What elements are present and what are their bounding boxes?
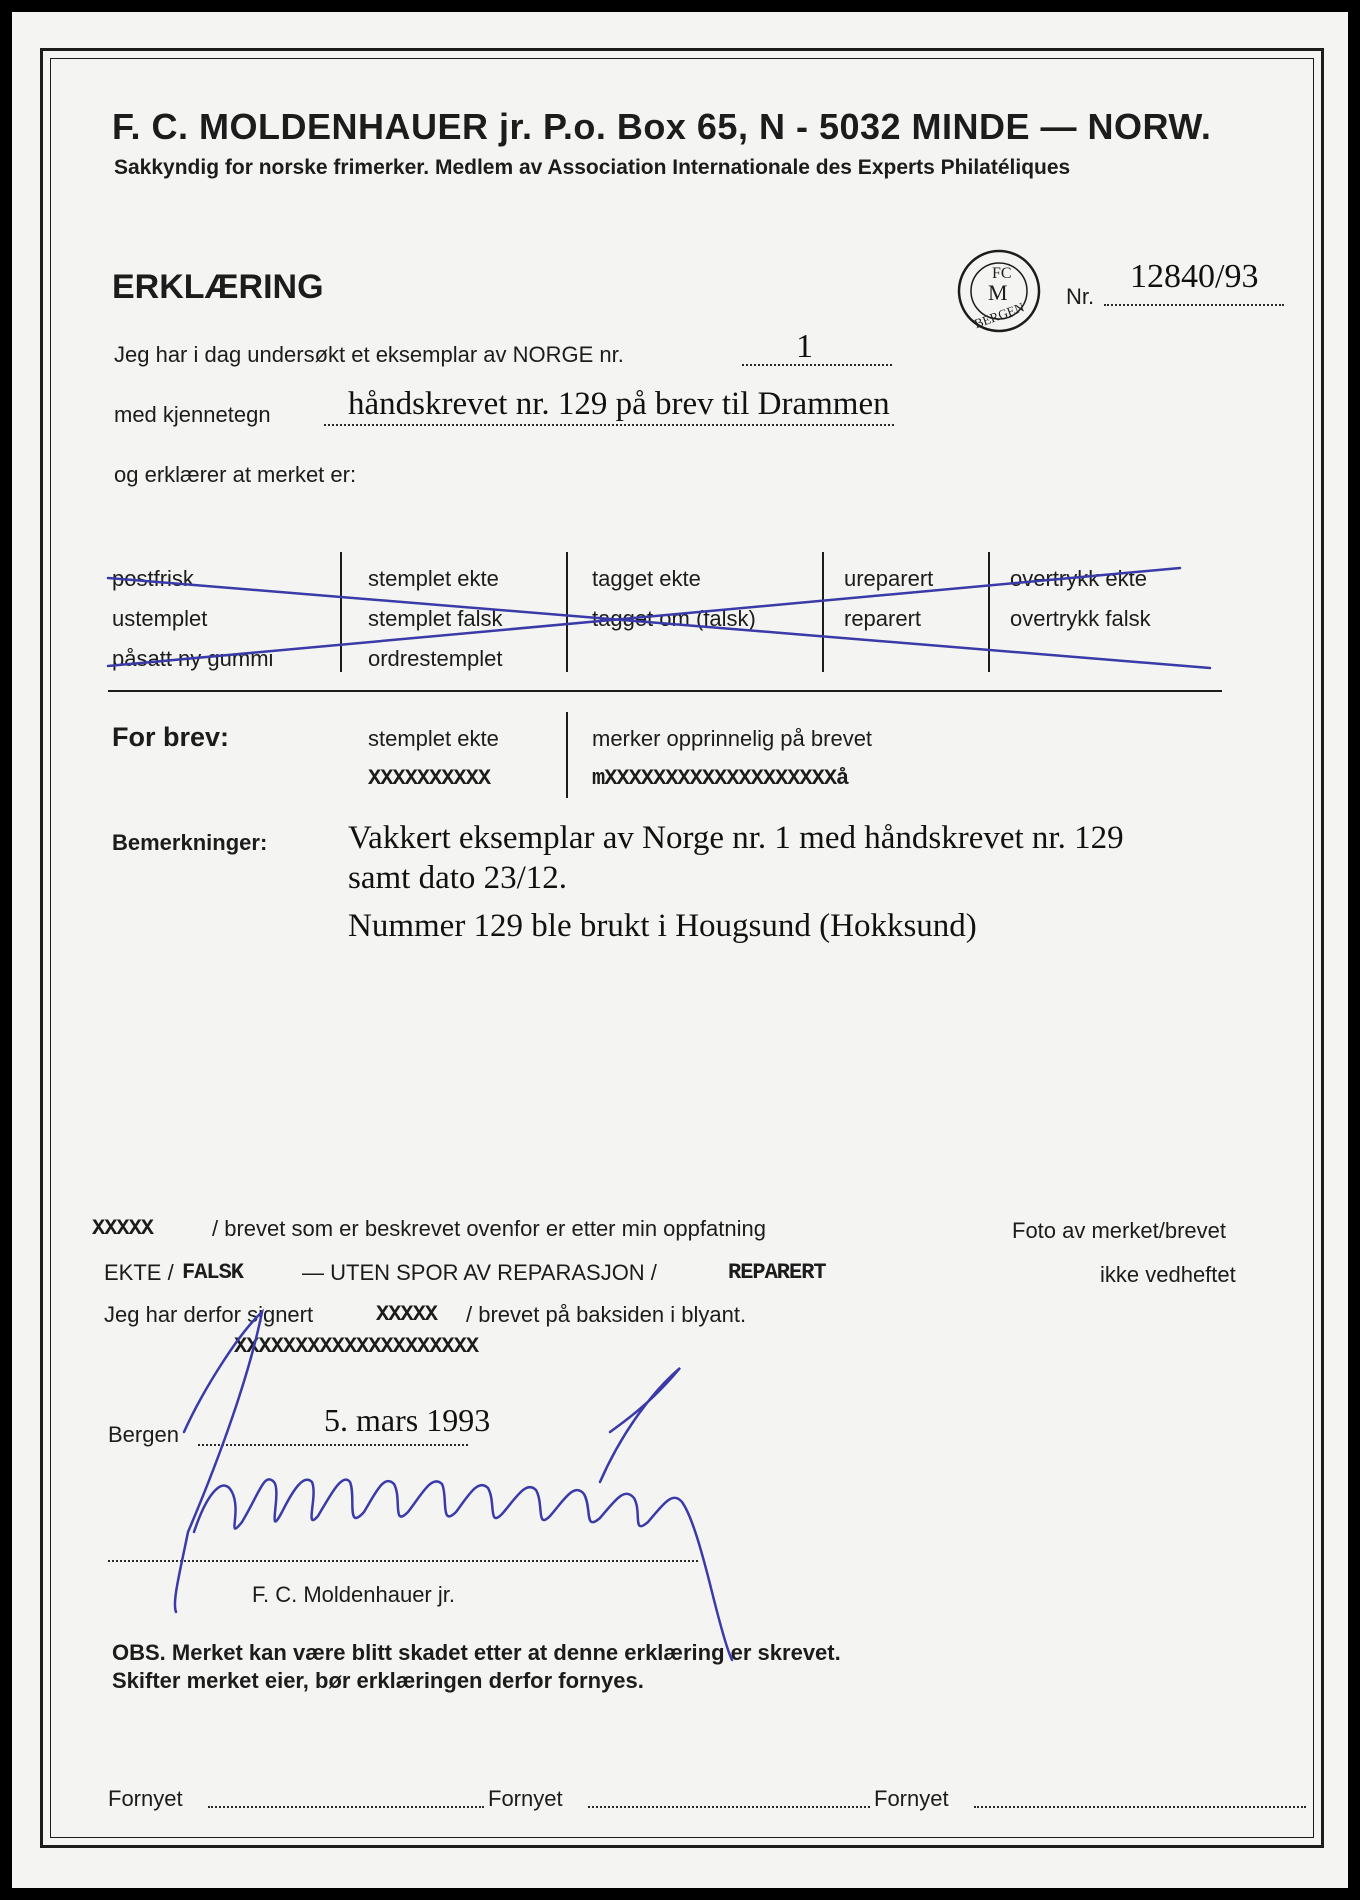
obs-line-1: OBS. Merket kan være blitt skadet etter at denne erklæring er skrevet. — [112, 1640, 841, 1665]
status-tagget-ekte: tagget ekte — [592, 566, 701, 591]
status-reparert: reparert — [844, 606, 922, 631]
cert-struck-merket-2: XXXXX — [376, 1302, 438, 1327]
status-tagget-om: tagget om (falsk) — [592, 606, 756, 631]
document-heading: ERKLÆRING — [112, 268, 324, 306]
letterhead-subtitle: Sakkyndig for norske frimerker. Medlem av Association Internationale des Experts Philatéliques — [114, 156, 1071, 179]
status-stemplet-falsk: stemplet falsk — [368, 606, 503, 631]
norge-number-value: 1 — [796, 328, 813, 365]
renewed-label-3: Fornyet — [874, 1786, 949, 1811]
remarks-line-1: Vakkert eksemplar av Norge nr. 1 med håndskrevet nr. 129 — [348, 820, 1124, 856]
remarks-label: Bemerkninger: — [112, 830, 268, 855]
obs-line-2: Skifter merket eier, bør erklæringen derfor fornyes. — [112, 1668, 644, 1693]
for-brev-struck-1: XXXXXXXXXX — [368, 766, 491, 791]
status-ny-gummi: påsatt ny gummi — [112, 646, 274, 671]
for-brev-struck-2: mXXXXXXXXXXXXXXXXXXXå — [592, 766, 849, 791]
cert-line-2: — UTEN SPOR AV REPARASJON / — [302, 1260, 657, 1285]
svg-text:BERGEN: BERGEN — [972, 299, 1027, 332]
photo-note-line-1: Foto av merket/brevet — [1012, 1218, 1226, 1243]
cert-signed: Jeg har derfor signert — [104, 1302, 314, 1327]
cert-struck-falsk: FALSK — [182, 1260, 244, 1285]
cert-struck-line: XXXXXXXXXXXXXXXXXXXX — [234, 1334, 479, 1359]
for-brev-stemplet-ekte: stemplet ekte — [368, 726, 499, 751]
renewed-label-2: Fornyet — [488, 1786, 563, 1811]
status-ustemplet: ustemplet — [112, 606, 208, 631]
place-label: Bergen — [108, 1422, 179, 1447]
signature-stroke-3 — [600, 1368, 680, 1482]
cert-line-3: / brevet på baksiden i blyant. — [466, 1302, 747, 1327]
date-value: 5. mars 1993 — [324, 1402, 491, 1438]
status-ureparert: ureparert — [844, 566, 934, 591]
remarks-line-2: samt dato 23/12. — [348, 860, 568, 896]
status-ordrestemplet: ordrestemplet — [368, 646, 503, 671]
certificate-number: 12840/93 — [1130, 258, 1259, 295]
features-value: håndskrevet nr. 129 på brev til Drammen — [348, 386, 890, 422]
declares-label: og erklærer at merket er: — [114, 462, 357, 487]
cert-ekte: EKTE / — [104, 1260, 174, 1285]
cert-line-1: / brevet som er beskrevet ovenfor er etter min oppfatning — [212, 1216, 766, 1241]
svg-text:M: M — [988, 280, 1008, 305]
signature-stroke-2 — [194, 1479, 732, 1660]
cross-out-stroke-1 — [108, 578, 1210, 668]
signature-stroke-1 — [175, 1312, 262, 1612]
certificate-page — [12, 12, 1348, 1888]
cert-struck-merket: XXXXX — [92, 1216, 154, 1241]
features-label: med kjennetegn — [114, 402, 271, 427]
for-brev-opprinnelig: merker opprinnelig på brevet — [592, 726, 873, 751]
photo-note-line-2: ikke vedheftet — [1100, 1262, 1236, 1287]
letterhead-title: F. C. MOLDENHAUER jr. P.o. Box 65, N - 5032 MINDE — NORW. — [112, 106, 1212, 147]
cert-struck-reparert: REPARERT — [728, 1260, 826, 1285]
remarks-line-3: Nummer 129 ble brukt i Hougsund (Hokksund) — [348, 908, 977, 944]
renewed-label-1: Fornyet — [108, 1786, 183, 1811]
examined-label: Jeg har i dag undersøkt et eksemplar av NORGE nr. — [114, 342, 624, 367]
status-postfrisk: postfrisk — [112, 566, 194, 591]
svg-text:FC: FC — [992, 265, 1012, 282]
for-brev-label: For brev: — [112, 722, 230, 752]
status-overtrykk-ekte: overtrykk ekte — [1010, 566, 1147, 591]
nr-label: Nr. — [1066, 284, 1095, 309]
status-stemplet-ekte: stemplet ekte — [368, 566, 499, 591]
signatory-name: F. C. Moldenhauer jr. — [252, 1582, 455, 1607]
status-overtrykk-falsk: overtrykk falsk — [1010, 606, 1151, 631]
pen-ink-overlay — [12, 12, 1348, 1888]
